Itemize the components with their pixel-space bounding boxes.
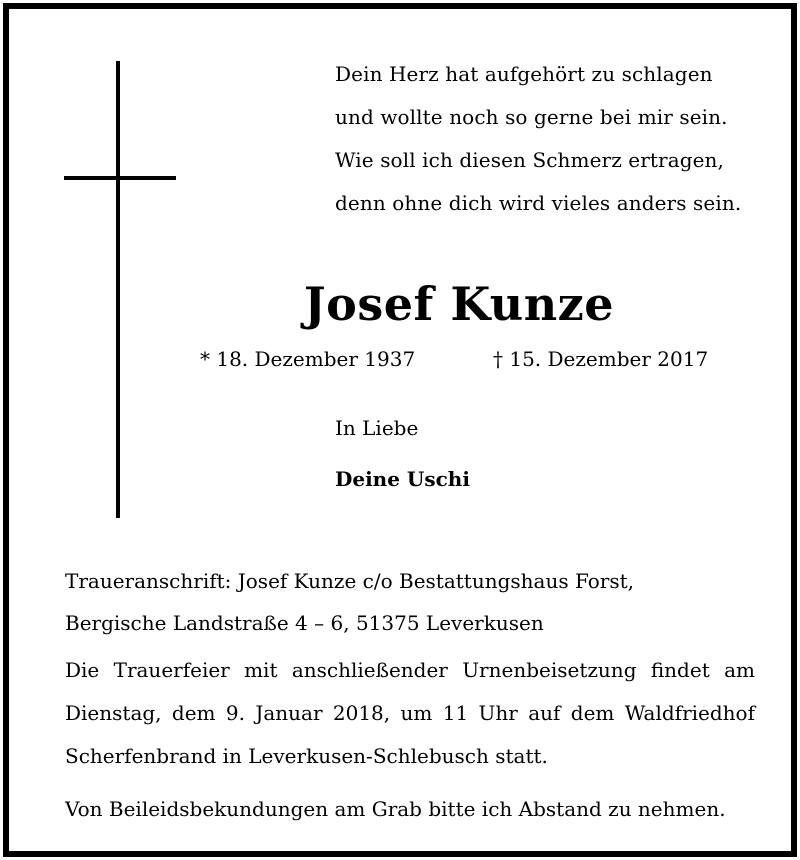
closing-note: Von Beileidsbekundungen am Grab bitte ich Abstand zu nehmen. [65,797,726,821]
ceremony-word: findet [650,658,710,682]
ceremony-word: Trauerfeier [113,658,230,682]
cross-horizontal-bar [64,176,176,180]
ceremony-word: Uhr [478,701,518,725]
ceremony-word: Dienstag, [65,701,162,725]
greeting: In Liebe [335,416,419,440]
birth-date: * 18. Dezember 1937 [200,347,416,371]
ceremony-word: Urnenbeisetzung [462,658,637,682]
signature: Deine Uschi [335,467,470,491]
poem-line: denn ohne dich wird vieles anders sein. [335,191,742,215]
poem-line: Dein Herz hat aufgehört zu schlagen [335,62,713,86]
ceremony-line [65,649,755,692]
ceremony-word: dem [171,701,216,725]
death-date: † 15. Dezember 2017 [493,347,709,371]
address-line: Traueranschrift: Josef Kunze c/o Bestattungshaus Forst, [65,569,635,593]
ceremony-notice [65,649,755,778]
ceremony-word: Waldfriedhof [624,701,755,725]
ceremony-word: anschließender [291,658,448,682]
ceremony-word: Januar [255,701,323,725]
ceremony-word: 2018, [332,701,391,725]
poem-line: und wollte noch so gerne bei mir sein. [335,105,728,129]
obituary-frame [3,3,797,857]
ceremony-word: mit [244,658,278,682]
ceremony-word: um [400,701,433,725]
ceremony-word: Die [65,658,100,682]
mourning-address [65,560,755,644]
ceremony-word: 11 [442,701,469,725]
ceremony-word: am [724,658,755,682]
ceremony-line [65,692,755,735]
ceremony-line: Scherfenbrand in Leverkusen-Schlebusch statt. [65,744,548,768]
ceremony-word: auf [528,701,561,725]
poem [335,53,775,225]
deceased-name: Josef Kunze [303,277,615,331]
ceremony-word: 9. [225,701,245,725]
address-line: Bergische Landstraße 4 – 6, 51375 Leverkusen [65,611,544,635]
poem-line: Wie soll ich diesen Schmerz ertragen, [335,148,724,172]
ceremony-word: dem [570,701,615,725]
